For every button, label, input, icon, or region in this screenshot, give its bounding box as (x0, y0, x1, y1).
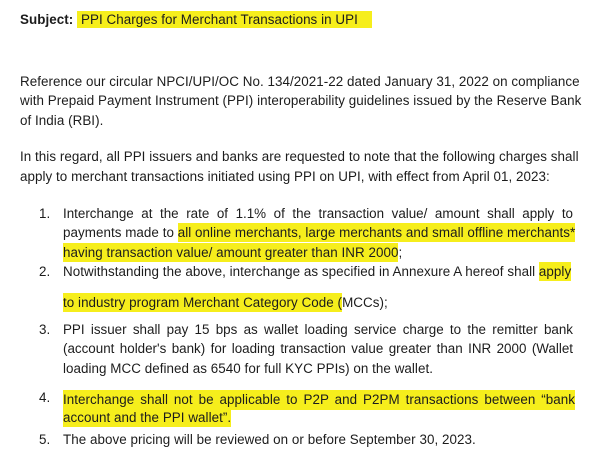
subject-line (20, 12, 372, 28)
item-4-line-1 (63, 390, 575, 410)
item-4-number: 4. (39, 390, 51, 405)
item-1-line-3 (63, 245, 402, 261)
item-2-line-1-plain: Notwithstanding the above, interchange as specified in Annexure A hereof shall (63, 264, 539, 279)
item-1-line-1: Interchange at the rate of 1.1% of the transaction value/ amount shall apply to (63, 206, 573, 221)
item-1-line-3-plain: ; (398, 245, 403, 260)
item-2-line-1 (63, 264, 571, 280)
item-4-line-2 (63, 410, 231, 426)
item-5-number: 5. (39, 432, 51, 447)
intro-line-1: In this regard, all PPI issuers and banks are requested to note that the following charges shall (20, 149, 579, 164)
intro-line-2: apply to merchant transactions initiated using PPI on UPI, with effect from April 01, 2023: (20, 169, 550, 184)
item-1-line-2-plain: payments made to (63, 225, 178, 240)
item-1-line-2-highlight: all online merchants, large merchants and small offline merchants* (177, 225, 576, 240)
item-2-line-2 (63, 295, 388, 311)
subject-label: Subject: (20, 12, 74, 27)
item-1-line-2 (63, 225, 575, 241)
item-2-number: 2. (39, 264, 51, 279)
reference-line-1: Reference our circular NPCI/UPI/OC No. 134/2021-22 dated January 31, 2022 on compliance (20, 74, 580, 89)
item-3-line-3: loading MCC defined as 6540 for full KYC PPIs) on the wallet. (63, 361, 433, 376)
item-2-line-2-highlight: to industry program Merchant Category Code ( (63, 295, 343, 310)
reference-line-3: of India (RBI). (20, 113, 104, 128)
item-4-line-2-highlight: account and the PPI wallet”. (63, 410, 232, 425)
item-3-number: 3. (39, 322, 51, 337)
subject-text: PPI Charges for Merchant Transactions in UPI (77, 11, 372, 28)
reference-line-2: with Prepaid Payment Instrument (PPI) interoperability guidelines issued by the Reserve Bank (20, 93, 582, 108)
item-4-line-1-highlight: Interchange shall not be applicable to P2P and P2PM transactions between “bank (63, 390, 575, 410)
item-2-line-1-highlight: apply (538, 264, 572, 279)
item-1-line-3-highlight: having transaction value/ amount greater than INR 2000 (63, 245, 399, 260)
item-3-line-2: (account holder's bank) for loading transaction value greater than INR 2000 (Wallet (63, 341, 573, 356)
item-1-number: 1. (39, 206, 51, 221)
item-5-line-1: The above pricing will be reviewed on or before September 30, 2023. (63, 432, 476, 447)
item-3-line-1: PPI issuer shall pay 15 bps as wallet loading service charge to the remitter bank (63, 322, 573, 337)
item-2-line-2-plain: MCCs); (342, 295, 388, 310)
